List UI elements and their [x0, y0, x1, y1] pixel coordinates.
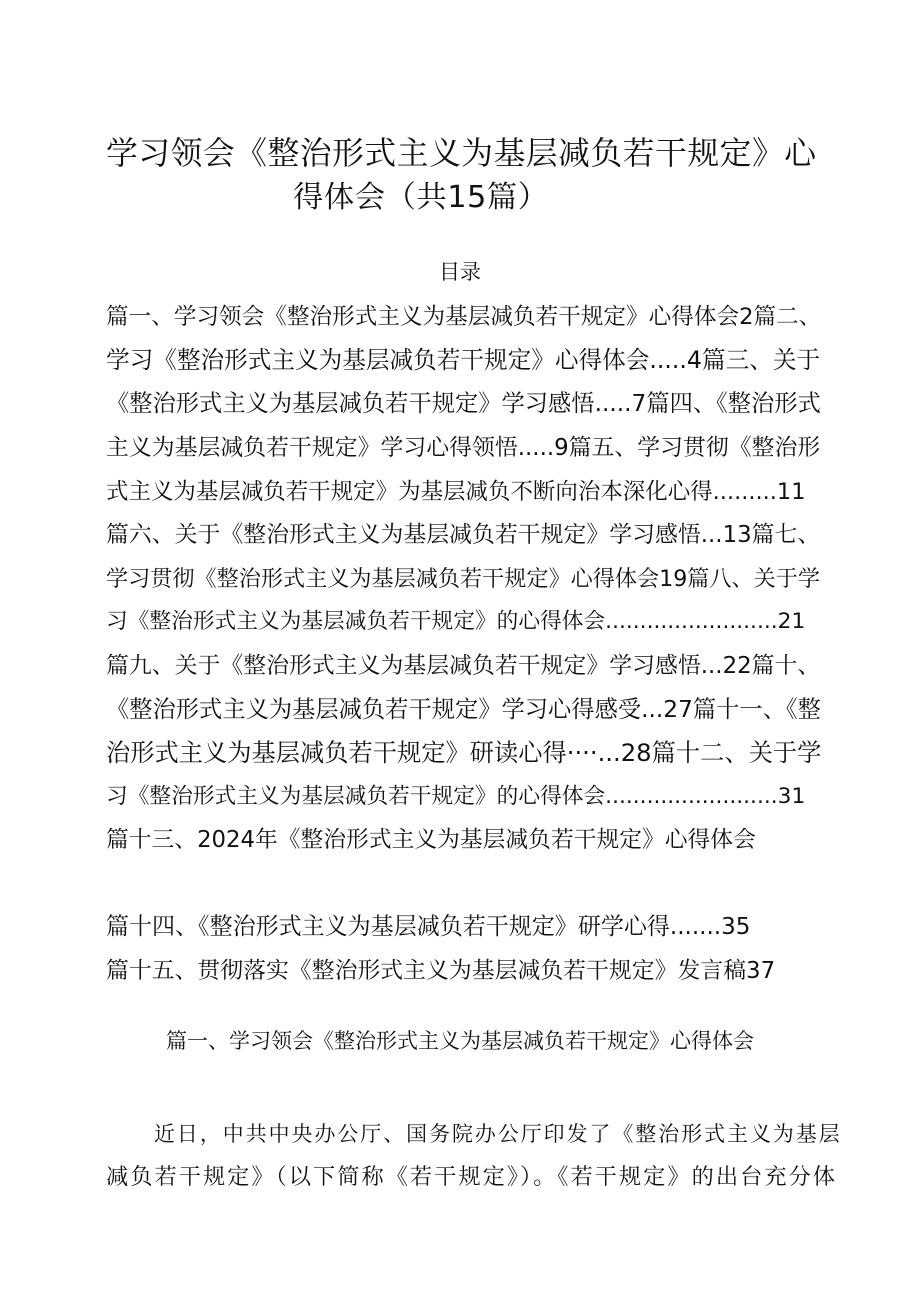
toc-line: 主义为基层减负若干规定》学习心得领悟.....9篇五、学习贯彻《整治形: [106, 435, 821, 461]
document-title-line-2: 得体会（共15篇）: [293, 180, 549, 215]
paragraph-line: 减负若干规定》（以下简称《若干规定》）。《若干规定》的出台充分体: [106, 1164, 838, 1190]
toc-line: 篇一、学习领会《整治形式主义为基层减负若干规定》心得体会2篇二、: [106, 304, 822, 330]
toc-line: 式主义为基层减负若干规定》为基层减负不断向治本深化心得.........11: [106, 479, 806, 505]
toc-line: 学习《整治形式主义为基层减负若干规定》心得体会.....4篇三、关于: [106, 346, 821, 374]
document-title-line-1: 学习领会《整治形式主义为基层减负若干规定》心: [106, 134, 817, 172]
toc-line: 篇十四、《整治形式主义为基层减负若干规定》研学心得.......35: [106, 914, 751, 940]
toc-line: 习《整治形式主义为基层减负若干规定》的心得体会.........................31: [106, 784, 806, 809]
toc-line: 《整治形式主义为基层减负若干规定》学习感悟.....7篇四、《整治形式: [106, 390, 821, 417]
paragraph-line: 近日，中共中央办公厅、国务院办公厅印发了《整治形式主义为基层: [154, 1122, 842, 1146]
toc-line: 篇十五、贯彻落实《整治形式主义为基层减负若干规定》发言稿37: [106, 958, 776, 984]
toc-heading: 目录: [439, 260, 481, 284]
toc-line: 《整治形式主义为基层减负若干规定》学习心得感受...27篇十一、《整: [106, 696, 821, 723]
toc-line: 学习贯彻《整治形式主义为基层减负若干规定》心得体会19篇八、关于学: [106, 566, 821, 592]
toc-line: 习《整治形式主义为基层减负若干规定》的心得体会.........................21: [106, 609, 806, 634]
toc-line: 篇九、关于《整治形式主义为基层减负若干规定》学习感悟...22篇十、: [106, 653, 821, 679]
toc-line: 治形式主义为基层减负若干规定》研读心得····...28篇十二、关于学: [106, 738, 822, 767]
toc-line: 篇六、关于《整治形式主义为基层减负若干规定》学习感悟...13篇七、: [106, 522, 821, 548]
toc-line: 篇十三、2024年《整治形式主义为基层减负若干规定》心得体会: [106, 827, 756, 853]
section-heading: 篇一、学习领会《整治形式主义为基层减负若干规定》心得体会: [166, 1029, 754, 1053]
